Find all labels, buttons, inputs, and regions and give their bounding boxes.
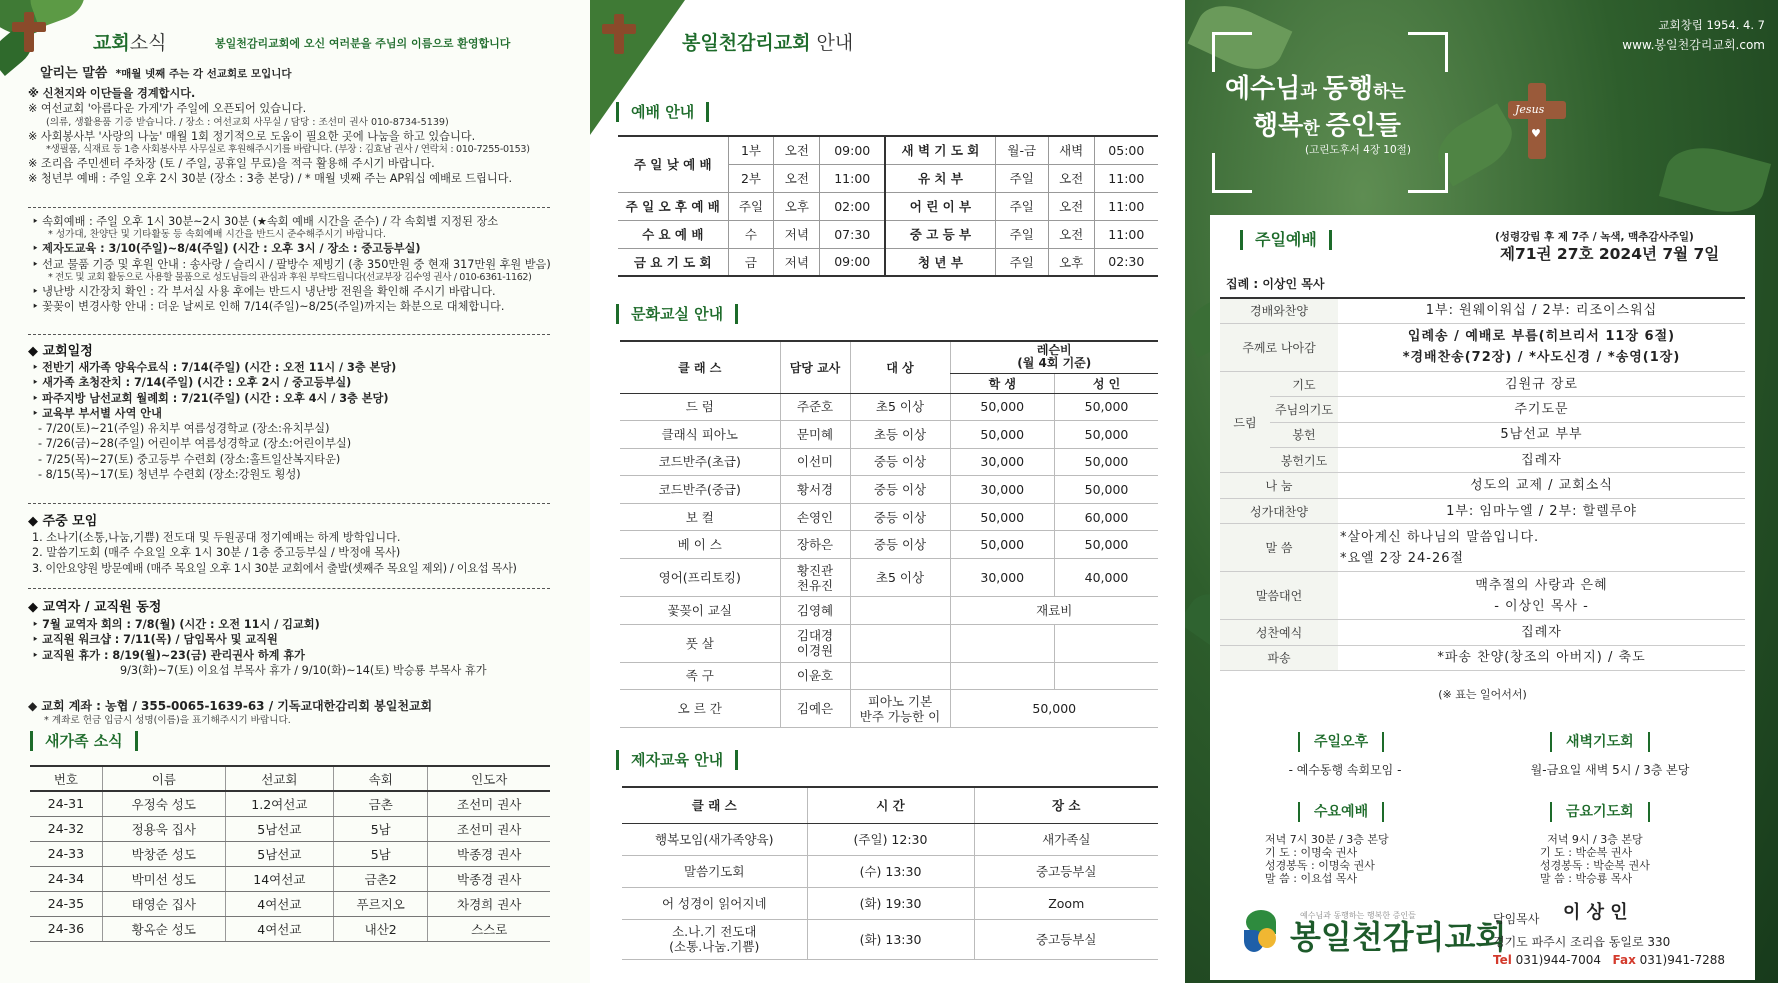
table-cell: 중 고 등 부 bbox=[885, 220, 995, 248]
table-cell: 11:00 bbox=[820, 164, 885, 192]
table-cell bbox=[950, 624, 1055, 662]
table-cell: 오전 bbox=[1048, 192, 1094, 220]
col-header: 클 래 스 bbox=[622, 787, 807, 823]
table-cell: 중고등부실 bbox=[974, 855, 1158, 887]
table-cell: 조선미 권사 bbox=[428, 816, 550, 841]
table-cell: 24-34 bbox=[30, 866, 102, 891]
table-cell: (주일) 12:30 bbox=[807, 823, 974, 855]
box-line: 월-금요일 새벽 5시 / 3층 본당 bbox=[1530, 763, 1690, 777]
col-header: 담당 교사 bbox=[780, 341, 850, 393]
table-cell: 말씀기도회 bbox=[622, 855, 807, 887]
col-header: 성 인 bbox=[1055, 373, 1158, 393]
col-header: 장 소 bbox=[974, 787, 1158, 823]
table-cell: 장하은 bbox=[780, 531, 850, 559]
table-row bbox=[30, 891, 550, 916]
table-cell: 우정숙 성도 bbox=[102, 791, 225, 816]
order-label: 성찬예식 bbox=[1220, 620, 1338, 645]
order-label: 기도 bbox=[1270, 371, 1338, 396]
leader-text: 집례 : 이상인 목사 bbox=[1226, 277, 1325, 291]
frame-corner bbox=[1212, 32, 1252, 72]
order-value: 집례자 bbox=[1338, 448, 1745, 473]
table-row bbox=[30, 816, 550, 841]
table-row bbox=[622, 855, 1158, 887]
table-row bbox=[1220, 371, 1745, 396]
table-row bbox=[620, 531, 1158, 559]
table-cell: 박종경 권사 bbox=[428, 866, 550, 891]
table-cell: 코드반주(중급) bbox=[620, 476, 780, 504]
table-row bbox=[620, 421, 1158, 449]
table-row bbox=[620, 559, 1158, 597]
table-cell: 금촌 bbox=[333, 791, 427, 816]
col-header: 속회 bbox=[333, 766, 427, 791]
culture-table bbox=[620, 340, 1158, 728]
table-cell: 오 르 간 bbox=[620, 690, 780, 728]
table-cell: 김예은 bbox=[780, 690, 850, 728]
table-row bbox=[1220, 620, 1745, 645]
box-line: - 예수동행 속회모임 - bbox=[1288, 763, 1402, 777]
table-cell: 30,000 bbox=[950, 476, 1055, 504]
table-row bbox=[620, 597, 1158, 625]
table-row bbox=[620, 476, 1158, 504]
divider bbox=[28, 207, 550, 208]
table-cell: 베 이 스 bbox=[620, 531, 780, 559]
table-cell: 문미혜 bbox=[780, 421, 850, 449]
order-value: 입례송 / 예배로 부름(히브리서 11장 6절) *경배찬송(72장) / *사도신경 / *송영(1장) bbox=[1338, 323, 1745, 371]
table-cell: 내산2 bbox=[333, 916, 427, 941]
table-cell: 09:00 bbox=[820, 136, 885, 164]
box-title: 새벽기도회 bbox=[1550, 732, 1650, 752]
table-cell: 초5 이상 bbox=[850, 393, 950, 421]
order-table bbox=[1220, 297, 1745, 671]
table-cell: 30,000 bbox=[950, 448, 1055, 476]
table-cell: 오전 bbox=[774, 164, 820, 192]
sunday-worship-title: 주일예배 bbox=[1240, 230, 1332, 250]
order-value: 주기도문 bbox=[1338, 397, 1745, 422]
table-cell: 50,000 bbox=[1055, 393, 1158, 421]
table-row bbox=[1220, 422, 1745, 447]
table-cell: 황진관 천유진 bbox=[780, 559, 850, 597]
table-cell: 김영혜 bbox=[780, 597, 850, 625]
frame-corner bbox=[1408, 153, 1448, 193]
table-row bbox=[620, 448, 1158, 476]
table-cell: 24-33 bbox=[30, 841, 102, 866]
table-cell: 중등 이상 bbox=[850, 476, 950, 504]
table-cell: 50,000 bbox=[950, 503, 1055, 531]
schedule-heading: ◆ 교회일정 bbox=[28, 344, 93, 359]
account-note: * 계좌로 헌금 입금시 성명(이름)을 표기해주시기 바랍니다. bbox=[44, 715, 291, 726]
order-label: 주님의기도 bbox=[1270, 397, 1338, 422]
weekly-list: 1. 소나기(소통,나눔,기쁨) 전도대 및 두원공대 정기예배는 하계 방학입니다. 2. 말씀기도회 (매주 수요일 오후 1시 30분 / 1층 중고등부실 / 박정애 목사) 3. 이안요양원 방문예배 (매주 목요일 오후 1시 30분 교회에서 출발(셋째주 목요일 제외) / 이요섭 목사) bbox=[32, 531, 517, 575]
table-cell: 오후 bbox=[1048, 248, 1094, 276]
table-cell: 중고등부실 bbox=[974, 919, 1158, 959]
table-cell: 5남선교 bbox=[225, 816, 333, 841]
table-row bbox=[620, 503, 1158, 531]
notice-heading: 알리는 말씀 *매월 넷째 주는 각 선교회로 모입니다 bbox=[40, 66, 292, 81]
table-cell bbox=[950, 662, 1055, 690]
col-header: 학 생 bbox=[950, 373, 1055, 393]
table-cell bbox=[850, 662, 950, 690]
order-label: 파송 bbox=[1220, 645, 1338, 670]
page-title: 봉일천감리교회 안내 bbox=[682, 32, 854, 54]
table-row bbox=[1220, 448, 1745, 473]
divider bbox=[28, 588, 550, 589]
divider bbox=[28, 503, 550, 504]
col-header: 대 상 bbox=[850, 341, 950, 393]
table-cell: 피아노 기본 반주 가능한 이 bbox=[850, 690, 950, 728]
table-cell: 금 요 기 도 회 bbox=[618, 248, 728, 276]
table-row bbox=[622, 887, 1158, 919]
disciple-title: 제자교육 안내 bbox=[616, 750, 738, 770]
table-cell: 새 벽 기 도 회 bbox=[885, 136, 995, 164]
table-row bbox=[620, 393, 1158, 421]
newfamily-title: 새가족 소식 bbox=[30, 731, 138, 751]
table-cell: 중등 이상 bbox=[850, 448, 950, 476]
table-cell: 주일 bbox=[995, 192, 1048, 220]
worship-order-box bbox=[1210, 215, 1755, 980]
table-cell: 코드반주(초급) bbox=[620, 448, 780, 476]
col-header: 이름 bbox=[102, 766, 225, 791]
order-value: 맥추절의 사랑과 은혜 - 이상인 목사 - bbox=[1338, 572, 1745, 620]
table-cell: 1부 bbox=[728, 136, 774, 164]
welcome-text: 봉일천감리교회에 오신 여러분을 주님의 이름으로 환영합니다 bbox=[215, 37, 511, 50]
table-cell: 박창준 성도 bbox=[102, 841, 225, 866]
table-cell: 소.나.기 전도대 (소통.나눔.기쁨) bbox=[622, 919, 807, 959]
table-cell: 박미선 성도 bbox=[102, 866, 225, 891]
box-title: 주일오후 bbox=[1298, 732, 1384, 752]
table-cell: 어 린 이 부 bbox=[885, 192, 995, 220]
table-row bbox=[1220, 323, 1745, 371]
table-row bbox=[30, 916, 550, 941]
table-cell: 50,000 bbox=[950, 421, 1055, 449]
order-value: 1부: 원웨이워십 / 2부: 리조이스워십 bbox=[1338, 298, 1745, 323]
table-cell: 김대경 이경원 bbox=[780, 624, 850, 662]
table-row bbox=[30, 841, 550, 866]
table-cell: 5남 bbox=[333, 841, 427, 866]
table-row bbox=[30, 791, 550, 816]
worship-table bbox=[618, 135, 1158, 277]
table-cell: 금촌2 bbox=[333, 866, 427, 891]
table-cell: 조선미 권사 bbox=[428, 791, 550, 816]
table-cell: 주준호 bbox=[780, 393, 850, 421]
frame-corner bbox=[1408, 32, 1448, 72]
staff-heading: ◆ 교역자 / 교직원 동정 bbox=[28, 600, 162, 615]
table-cell: 푸르지오 bbox=[333, 891, 427, 916]
table-cell: 14여선교 bbox=[225, 866, 333, 891]
table-cell: 주 일 낮 예 배 bbox=[618, 136, 728, 192]
table-cell: 족 구 bbox=[620, 662, 780, 690]
table-row bbox=[1220, 645, 1745, 670]
order-value: 5남선교 부부 bbox=[1338, 422, 1745, 447]
order-value: 김원규 장로 bbox=[1338, 371, 1745, 396]
account-info: ◆ 교회 계좌 : 농협 / 355-0065-1639-63 / 기독교대한감리회 봉일천교회 bbox=[28, 699, 433, 713]
order-label: 말씀대언 bbox=[1220, 572, 1338, 620]
table-cell: 24-36 bbox=[30, 916, 102, 941]
table-row bbox=[622, 823, 1158, 855]
table-cell: 수 bbox=[728, 220, 774, 248]
table-cell: 유 치 부 bbox=[885, 164, 995, 192]
page-title: 교회소식 bbox=[93, 32, 167, 54]
table-cell: 오전 bbox=[774, 136, 820, 164]
table-row bbox=[30, 866, 550, 891]
table-cell: 금 bbox=[728, 248, 774, 276]
box-title: 금요기도회 bbox=[1550, 802, 1650, 822]
table-cell: 50,000 bbox=[1055, 448, 1158, 476]
table-cell: 보 컬 bbox=[620, 503, 780, 531]
cross-icon: Jesus ♥ bbox=[1508, 83, 1566, 159]
pastor-label: 담임목사 bbox=[1493, 912, 1540, 926]
table-cell bbox=[850, 624, 950, 662]
staff-list: ‣ 7월 교역자 회의 : 7/8(월) (시간 : 오전 11시 / 김교회) ‣ 교직원 워크샵 : 7/11(목) / 담임목사 및 교직원 ‣ 교직원 휴가 : 8/19(월)~23(금) 관리권사 하계 휴가 9/3(화)~7(토) 이요섭 부목사 휴가 / 9/10(화)~14(토) 박승룡 부목사 휴가 bbox=[32, 618, 487, 677]
church-logo bbox=[1244, 910, 1280, 954]
logo-motto: 예수님과 동행하는 행복한 증인들 bbox=[1300, 911, 1416, 920]
weekly-heading: ◆ 주중 모임 bbox=[28, 514, 98, 529]
table-cell: 24-35 bbox=[30, 891, 102, 916]
table-cell: 오후 bbox=[774, 192, 820, 220]
website-link[interactable]: www.봉일천감리교회.com bbox=[1622, 38, 1765, 52]
table-cell: 50,000 bbox=[1055, 476, 1158, 504]
table-cell: 차경희 권사 bbox=[428, 891, 550, 916]
table-cell: 40,000 bbox=[1055, 559, 1158, 597]
address: 경기도 파주시 조리읍 동일로 330 bbox=[1493, 935, 1671, 949]
table-cell: 07:30 bbox=[820, 220, 885, 248]
table-row bbox=[1220, 524, 1745, 572]
table-cell: 11:00 bbox=[1094, 164, 1158, 192]
table-cell: 청 년 부 bbox=[885, 248, 995, 276]
table-cell: 24-32 bbox=[30, 816, 102, 841]
table-row bbox=[620, 690, 1158, 728]
table-row bbox=[1220, 397, 1745, 422]
slogan: 예수님과 동행하는 행복한 증인들 (고린도후서 4장 10절) bbox=[1225, 74, 1411, 156]
table-cell: 주일 bbox=[728, 192, 774, 220]
table-cell: (화) 13:30 bbox=[807, 919, 974, 959]
table-cell: 월-금 bbox=[995, 136, 1048, 164]
table-cell: 50,000 bbox=[950, 393, 1055, 421]
table-cell: 50,000 bbox=[1055, 421, 1158, 449]
news-panel bbox=[0, 0, 590, 983]
box-lines: 저녁 7시 30분 / 3층 본당 기 도 : 이명숙 권사 성경봉독 : 이명숙 권사 말 씀 : 이요섭 목사 bbox=[1265, 833, 1389, 885]
table-cell: 저녁 bbox=[774, 248, 820, 276]
order-label: 봉헌기도 bbox=[1270, 448, 1338, 473]
table-cell: 영어(프리토킹) bbox=[620, 559, 780, 597]
table-cell: 오전 bbox=[1048, 220, 1094, 248]
box-lines: 저녁 9시 / 3층 본당 기 도 : 박순복 권사 성경봉독 : 박순복 권사 말 씀 : 박승룡 목사 bbox=[1540, 833, 1650, 885]
issue-date: 제71권 27호 2024년 7월 7일 bbox=[1500, 245, 1720, 263]
table-cell: 60,000 bbox=[1055, 503, 1158, 531]
order-value: *살아계신 하나님의 말씀입니다. *요엘 2장 24-26절 bbox=[1338, 524, 1745, 572]
table-cell: 1.2여선교 bbox=[225, 791, 333, 816]
table-cell: 초5 이상 bbox=[850, 559, 950, 597]
col-header: 클 래 스 bbox=[620, 341, 780, 393]
table-cell: 이윤호 bbox=[780, 662, 850, 690]
table-cell: 5남선교 bbox=[225, 841, 333, 866]
table-cell: 풋 살 bbox=[620, 624, 780, 662]
info-panel bbox=[590, 0, 1185, 983]
culture-title: 문화교실 안내 bbox=[616, 304, 738, 324]
table-cell: 50,000 bbox=[950, 690, 1158, 728]
table-cell: 02:30 bbox=[1094, 248, 1158, 276]
table-cell: 09:00 bbox=[820, 248, 885, 276]
table-cell: 초등 이상 bbox=[850, 421, 950, 449]
order-value: 성도의 교제 / 교회소식 bbox=[1338, 473, 1745, 498]
table-cell: 11:00 bbox=[1094, 192, 1158, 220]
table-cell: 드 럼 bbox=[620, 393, 780, 421]
table-cell: Zoom bbox=[974, 887, 1158, 919]
table-row bbox=[618, 136, 1158, 164]
table-row bbox=[618, 220, 1158, 248]
table-cell: 새가족실 bbox=[974, 823, 1158, 855]
contact: Tel 031)944-7004 Fax 031)941-7288 bbox=[1493, 953, 1726, 967]
table-cell: (화) 19:30 bbox=[807, 887, 974, 919]
order-label: 나 눔 bbox=[1220, 473, 1338, 498]
table-cell: 황서경 bbox=[780, 476, 850, 504]
col-header: 번호 bbox=[30, 766, 102, 791]
table-row bbox=[1220, 473, 1745, 498]
table-cell: 02:00 bbox=[820, 192, 885, 220]
table-cell: 이선미 bbox=[780, 448, 850, 476]
order-label: 주께로 나아감 bbox=[1220, 323, 1338, 371]
divider bbox=[28, 334, 550, 335]
disciple-table bbox=[622, 786, 1158, 960]
col-header-fee: 레슨비 (월 4회 기준) bbox=[950, 341, 1158, 373]
table-cell: 11:00 bbox=[1094, 220, 1158, 248]
table-cell: 수 요 예 배 bbox=[618, 220, 728, 248]
order-label: 성가대찬양 bbox=[1220, 498, 1338, 523]
notice-list: ※ 신천지와 이단들을 경계합시다. ※ 여선교회 '아름다운 가게'가 주일에 오픈되어 있습니다. (의류, 생활용품 기증 받습니다. / 장소 : 여선교회 사무실 / 담당 : 조선미 권사 010-8734-5139) ※ 사회봉사부 '사랑의 나눔' 매월 1회 정기적으로 도움이 필요한 곳에 나눔을 하고 있습니다. *생필품, 식재료 등 1층 사회봉사부 사무실로 후원해주시기를 바랍니다. (부장 : 김효남 권사 / 연락처 : 010-7255-0153) ※ 조리읍 주민센터 주차장 (토 / 주일, 공휴일 무료)을 적극 활용해 주시기 바랍니다. ※ 청년부 예배 : 주일 오후 2시 30분 (장소 : 3층 본당) / * 매월 넷째 주는 AP워십 예배로 드립니다. bbox=[28, 87, 530, 186]
table-cell: 50,000 bbox=[950, 531, 1055, 559]
table-cell: 정용욱 집사 bbox=[102, 816, 225, 841]
cross-icon bbox=[602, 14, 636, 54]
table-cell: 주일 bbox=[995, 164, 1048, 192]
col-header: 시 간 bbox=[807, 787, 974, 823]
order-value: 집례자 bbox=[1338, 620, 1745, 645]
table-cell: 오전 bbox=[1048, 164, 1094, 192]
col-header: 인도자 bbox=[428, 766, 550, 791]
table-row bbox=[618, 192, 1158, 220]
order-value: 1부: 임마누엘 / 2부: 할렐루야 bbox=[1338, 498, 1745, 523]
table-row bbox=[622, 919, 1158, 959]
order-label: 봉헌 bbox=[1270, 422, 1338, 447]
table-cell: 손영인 bbox=[780, 503, 850, 531]
order-value: *파송 찬양(창조의 아버지) / 축도 bbox=[1338, 645, 1745, 670]
box-title: 수요예배 bbox=[1298, 802, 1384, 822]
table-cell bbox=[1055, 624, 1158, 662]
pastor-name: 이 상 인 bbox=[1563, 902, 1628, 923]
table-cell: 저녁 bbox=[774, 220, 820, 248]
table-row bbox=[1220, 572, 1745, 620]
table-cell: 50,000 bbox=[1055, 531, 1158, 559]
schedule-list: ‣ 전반기 새가족 양육수료식 : 7/14(주일) (시간 : 오전 11시 / 3층 본당) ‣ 새가족 초청잔치 : 7/14(주일) (시간 : 오후 2시 / 중고등부실) ‣ 파주지방 남선교회 월례회 : 7/21(주일) (시간 : 오후 4시 / 3층 본당) ‣ 교육부 부서별 사역 안내 - 7/20(토)~21(주일) 유치부 여름성경학교 (장소:유치부실) - 7/26(금)~28(주일) 어린이부 여름성경학교 (장소:어린이부실) - 7/25(목)~27(토) 중고등부 수련회 (장소:홀트일산복지타운) - 8/15(목)~17(토) 청년부 수련회 (장소:강원도 횡성) bbox=[32, 361, 397, 482]
table-cell: 중등 이상 bbox=[850, 503, 950, 531]
table-cell: 30,000 bbox=[950, 559, 1055, 597]
table-cell: 4여선교 bbox=[225, 916, 333, 941]
table-cell: 새벽 bbox=[1048, 136, 1094, 164]
order-label: 경배와찬양 bbox=[1220, 298, 1338, 323]
table-cell: (수) 13:30 bbox=[807, 855, 974, 887]
newfamily-table bbox=[30, 765, 550, 942]
table-row bbox=[620, 624, 1158, 662]
table-row bbox=[618, 248, 1158, 276]
table-row bbox=[1220, 498, 1745, 523]
church-name: 봉일천감리교회 bbox=[1290, 918, 1507, 956]
cross-icon bbox=[12, 12, 46, 52]
table-cell: 황옥순 성도 bbox=[102, 916, 225, 941]
frame-corner bbox=[1212, 153, 1252, 193]
table-cell: 행복모임(새가족양육) bbox=[622, 823, 807, 855]
group-label: 드림 bbox=[1220, 371, 1270, 473]
footnote: (※ 표는 일어서서) bbox=[1438, 688, 1527, 701]
table-cell bbox=[1055, 662, 1158, 690]
table-cell: 박종경 권사 bbox=[428, 841, 550, 866]
table-cell: 중등 이상 bbox=[850, 531, 950, 559]
table-cell: 05:00 bbox=[1094, 136, 1158, 164]
worship-title: 예배 안내 bbox=[616, 102, 709, 122]
table-cell: 주 일 오 후 예 배 bbox=[618, 192, 728, 220]
table-cell: 4여선교 bbox=[225, 891, 333, 916]
table-row bbox=[620, 662, 1158, 690]
table-cell: 클래식 피아노 bbox=[620, 421, 780, 449]
table-cell: 태영순 집사 bbox=[102, 891, 225, 916]
table-cell: 재료비 bbox=[950, 597, 1158, 625]
table-cell: 주일 bbox=[995, 248, 1048, 276]
season-text: (성령강림 후 제 7주 / 녹색, 맥추감사주일) bbox=[1495, 231, 1694, 243]
table-cell: 5남 bbox=[333, 816, 427, 841]
table-cell: 주일 bbox=[995, 220, 1048, 248]
table-cell bbox=[850, 597, 950, 625]
founded-date: 교회창립 1954. 4. 7 bbox=[1658, 18, 1765, 32]
table-cell: 꽃꽂이 교실 bbox=[620, 597, 780, 625]
table-cell: 어 성경이 읽어지네 bbox=[622, 887, 807, 919]
table-cell: 스스로 bbox=[428, 916, 550, 941]
order-label: 말 씀 bbox=[1220, 524, 1338, 572]
notice-list-2: ‣ 속회예배 : 주일 오후 1시 30분~2시 30분 (★속회 예배 시간을 준수) / 각 속회별 지정된 장소 * 성가대, 찬양단 및 기타활동 등 속회예배 시간을 반드시 준수해주시기 바랍니다. ‣ 제자도교육 : 3/10(주일)~8/4(주일) (시간 : 오후 3시 / 장소 : 중고등부실) ‣ 선교 물품 기증 및 후원 안내 : 송사랑 / 슬리시 / 팔방수 제빙기 (총 350만원 중 현재 317만원 후원 받음) * 전도 및 교회 활동으로 사용할 물품으로 성도님들의 관심과 후원 부탁드립니다(선교부장 김수영 권사 / 010-6361-1162) ‣ 냉난방 시간장치 확인 : 각 부서실 사용 후에는 반드시 냉난방 전원을 확인해 주시기 바랍니다. ‣ 꽃꽂이 변경사항 안내 : 더운 날씨로 인해 7/14(주일)~8/25(주일)까지는 화분으로 대체합니다. bbox=[32, 215, 551, 314]
table-cell: 2부 bbox=[728, 164, 774, 192]
col-header: 선교회 bbox=[225, 766, 333, 791]
table-cell: 24-31 bbox=[30, 791, 102, 816]
table-row bbox=[1220, 298, 1745, 323]
